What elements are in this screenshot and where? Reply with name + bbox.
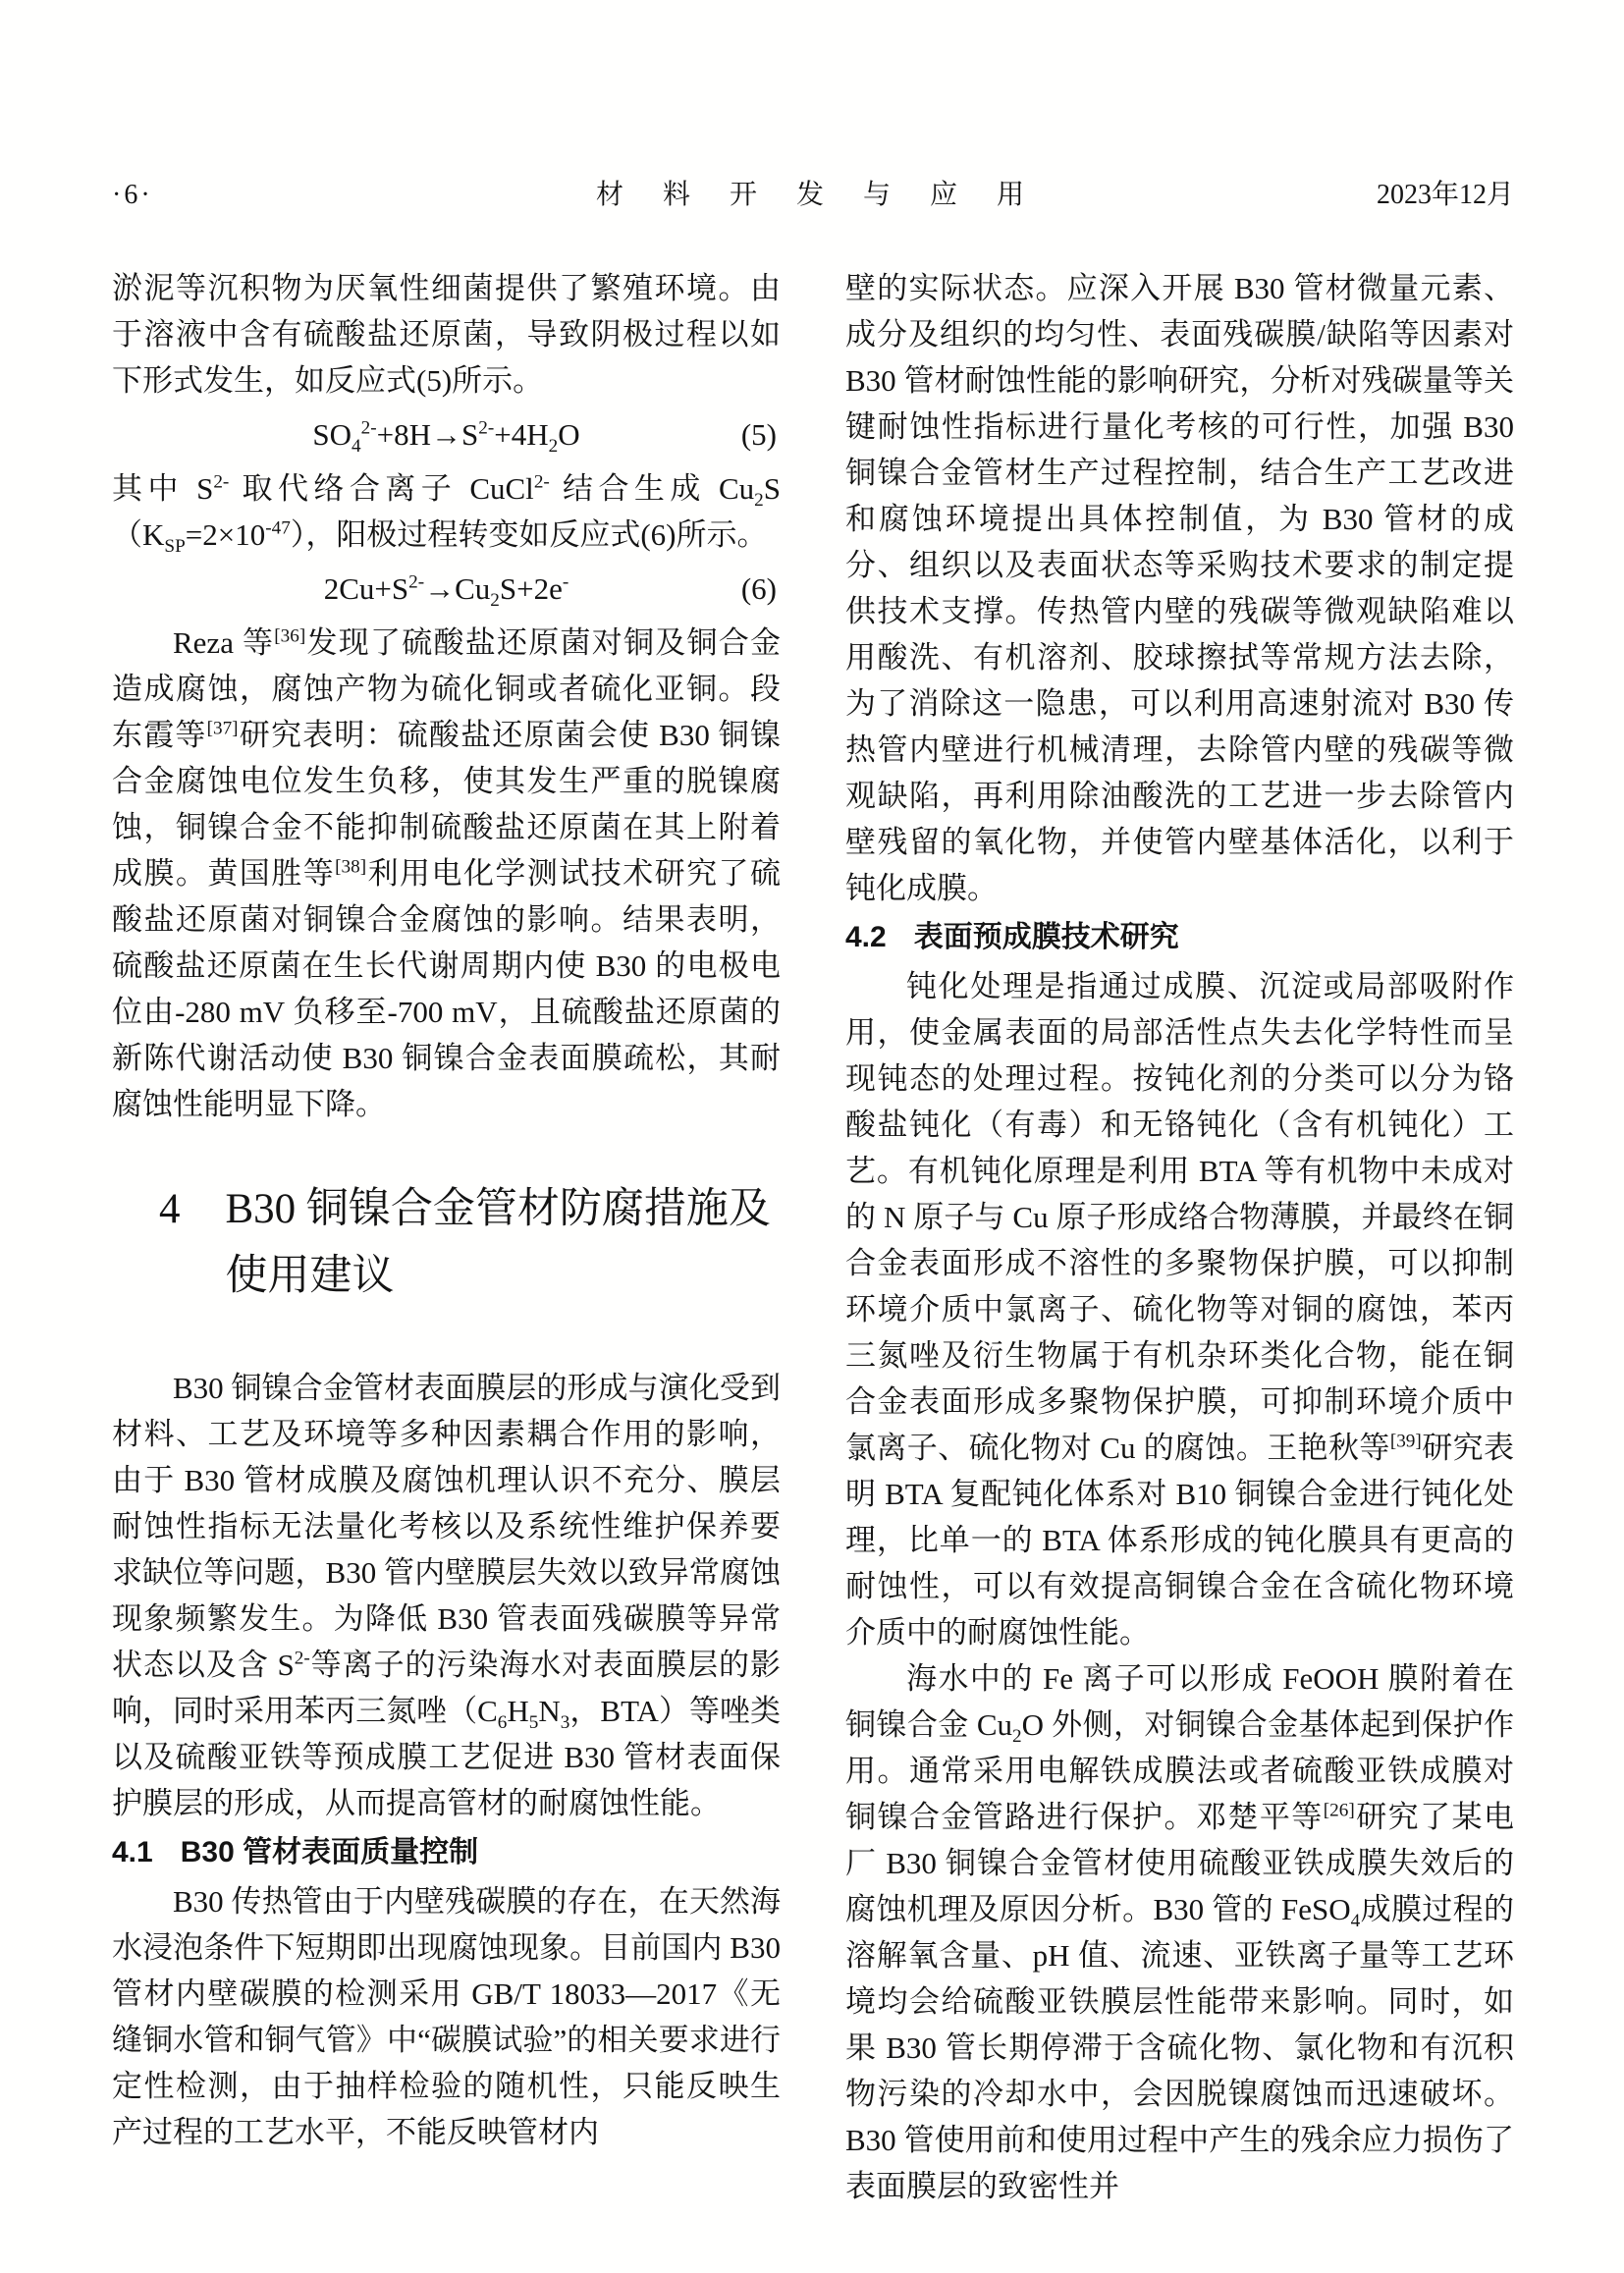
subsection-number: 4.2	[845, 921, 887, 953]
equation-5	[112, 411, 781, 458]
two-column-body	[112, 265, 1514, 2209]
paragraph: Reza 等[36]发现了硫酸盐还原菌对铜及铜合金造成腐蚀，腐蚀产物为硫化铜或者硫化亚铜。段东霞等[37]研究表明：硫酸盐还原菌会使 B30 铜镍合金腐蚀电位发生负移，使其发生严重的脱镍腐蚀，铜镍合金不能抑制硫酸盐还原菌在其上附着成膜。黄国胜等[38]利用电化学测试技术研究了硫酸盐还原菌对铜镍合金腐蚀的影响。结果表明，硫酸盐还原菌在生长代谢周期内使 B30 的电极电位由-280 mV 负移至-700 mV，且硫酸盐还原菌的新陈代谢活动使 B30 铜镍合金表面膜疏松，其耐腐蚀性能明显下降。	[112, 625, 782, 1121]
right-column	[845, 265, 1514, 2209]
section-heading-4	[112, 1176, 781, 1310]
equation-body: $2Cu+S^{2-}\to Cu_2S+2e^-$	[323, 571, 569, 612]
equation-number: (5)	[740, 417, 777, 452]
paragraph: B30 铜镍合金管材表面膜层的形成与演化受到材料、工艺及环境等多种因素耦合作用的影响，由于 B30 管材成膜及腐蚀机理认识不充分、膜层耐蚀性指标无法量化考核以及系统性维护保养要求缺位等问题，B30 管内壁膜层失效以致异常腐蚀现象频繁发生。为降低 B30 管表面残碳膜等异常状态以及含 $S^{2-}$等离子的污染海水对表面膜层的影响，同时采用苯丙三氮唑（$C_6H_5N_3$，BTA）等唑类以及硫酸亚铁等预成膜工艺促进 B30 管材表面保护膜层的形成，从而提高管材的耐腐蚀性能。	[112, 1371, 782, 1820]
page-number: ·6·	[112, 180, 153, 210]
paragraph: 其中 $S^{2-}$ 取代络合离子 CuCl$^{2-}$ 结合生成 $Cu_2S(K_{SP}=2\times 10^{-47})$，阳极过程转变如反应式(6)所示。	[112, 471, 781, 558]
paragraph: B30 传热管由于内壁残碳膜的存在，在天然海水浸泡条件下短期即出现腐蚀现象。目前国内 B30 管材内壁碳膜的检测采用 GB/T 18033—2017《无缝铜水管和铜气管》中“碳膜试验”的相关要求进行定性检测，由于抽样检验的随机性，只能反映生产过程的工艺水平，不能反映管材内	[112, 1884, 781, 2149]
subsection-number: 4.1	[112, 1836, 153, 1868]
left-column	[112, 265, 781, 2209]
equation-body: $SO_4^{2-}+8H\to S^{2-}+4H_2O$	[312, 417, 580, 458]
equation-6	[112, 566, 781, 612]
section-title: B30 铜镍合金管材防腐措施及使用建议	[225, 1186, 771, 1299]
issue-date: 2023年12月	[1376, 180, 1514, 210]
paragraph: 钝化处理是指通过成膜、沉淀或局部吸附作用，使金属表面的局部活性点失去化学特性而呈现钝态的处理过程。按钝化剂的分类可以分为铬酸盐钝化（有毒）和无铬钝化（含有机钝化）工艺。有机钝化原理是利用 BTA 等有机物中未成对的 N 原子与 Cu 原子形成络合物薄膜，并最终在铜合金表面形成不溶性的多聚物保护膜，可以抑制环境介质中氯离子、硫化物等对铜的腐蚀，苯丙三氮唑及衍生物属于有机杂环类化合物，能在铜合金表面形成多聚物保护膜，可抑制环境介质中氯离子、硫化物对 Cu 的腐蚀。王艳秋等[39]研究表明 BTA 复配钝化体系对 B10 铜镍合金进行钝化处理，比单一的 BTA 体系形成的钝化膜具有更高的耐蚀性，可以有效提高铜镍合金在含硫化物环境介质中的耐腐蚀性能。	[845, 969, 1514, 1650]
journal-title: 材 料 开 发 与 应 用	[595, 180, 1030, 210]
subsection-heading-4-1	[112, 1829, 781, 1875]
paragraph-continuation: 淤泥等沉积物为厌氧性细菌提供了繁殖环境。由于溶液中含有硫酸盐还原菌，导致阴极过程以如下形式发生，如反应式(5)所示。	[112, 271, 781, 398]
section-number: 4	[159, 1186, 181, 1232]
equation-number: (6)	[740, 571, 777, 606]
paragraph-continuation: 壁的实际状态。应深入开展 B30 管材微量元素、成分及组织的均匀性、表面残碳膜/缺陷等因素对 B30 管材耐蚀性能的影响研究，分析对残碳量等关键耐蚀性指标进行量化考核的可行性，加强 B30 铜镍合金管材生产过程控制，结合生产工艺改进和腐蚀环境提出具体控制值，为 B30 管材的成分、组织以及表面状态等采购技术要求的制定提供技术支撑。传热管内壁的残碳等微观缺陷难以用酸洗、有机溶剂、胶球擦拭等常规方法去除，为了消除这一隐患，可以利用高速射流对 B30 传热管内壁进行机械清理，去除管内壁的残碳等微观缺陷，再利用除油酸洗的工艺进一步去除管内壁残留的氧化物，并使管内壁基体活化，以利于钝化成膜。	[845, 271, 1514, 905]
subsection-heading-4-2	[845, 914, 1514, 960]
page-header	[112, 173, 1514, 212]
subsection-title: 表面预成膜技术研究	[913, 921, 1179, 953]
paragraph: 海水中的 Fe 离子可以形成 FeOOH 膜附着在铜镍合金 $Cu_2O$ 外侧，对铜镍合金基体起到保护作用。通常采用电解铁成膜法或者硫酸亚铁成膜对铜镍合金管路进行保护。邓楚平等[26]研究了某电厂 B30 铜镍合金管材使用硫酸亚铁成膜失效后的腐蚀机理及原因分析。B30 管的 FeSO$_4$成膜过程的溶解氧含量、pH 值、流速、亚铁离子量等工艺环境均会给硫酸亚铁膜层性能带来影响。同时，如果 B30 管长期停滞于含硫化物、氯化物和有沉积物污染的冷却水中，会因脱镍腐蚀而迅速破坏。B30 管使用前和使用过程中产生的残余应力损伤了表面膜层的致密性并	[845, 1661, 1514, 2203]
subsection-title: B30 管材表面质量控制	[180, 1836, 479, 1868]
